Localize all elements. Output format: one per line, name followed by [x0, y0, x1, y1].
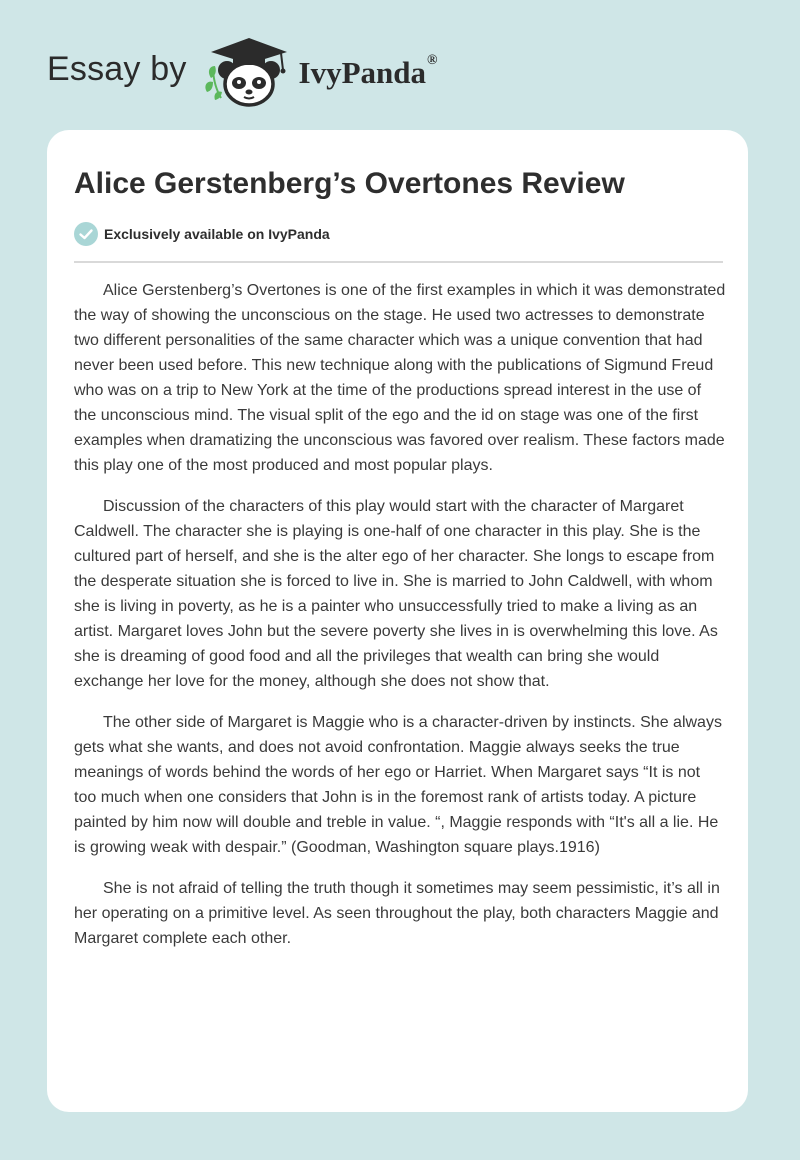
paragraph: Alice Gerstenberg’s Overtones is one of the first examples in which it was demonstrated the way of showing the unconscious on the stage. He used two actresses to demonstrate two different personalities of the same character which was a unique convention that had never been used before. This new technique along with the publications of Sigmund Freud who was on a trip to New York at the time of the productions spread interest in the use of the unconscious mind. The visual split of the ego and the id on stage was one of the first examples when dramatizing the unconscious was favored over realism. These factors made this play one of the most produced and most popular plays.: [74, 282, 726, 474]
brand-name-text: IvyPanda: [298, 55, 427, 90]
brand-tagline: Essay by: [47, 49, 187, 88]
site-header: [47, 36, 438, 108]
check-circle-icon: [74, 222, 98, 246]
panda-graduate-logo-icon[interactable]: [201, 36, 297, 108]
article-card: [47, 130, 748, 1112]
exclusive-badge-text: Exclusively available on IvyPanda: [104, 226, 330, 242]
paragraph: The other side of Margaret is Maggie who is a character-driven by instincts. She always gets what she wants, and does not avoid confrontation. Maggie always seeks the true meanings of words behind the words of her ego or Harriet. When Margaret says “It is not too much when one considers that John is in the foremost rank of artists today. A picture painted by him now will double and treble in value. “, Maggie responds with “It's all a lie. He is growing weak with despair.” (Goodman, Washington square plays.1916): [74, 714, 722, 856]
divider: [74, 261, 723, 263]
exclusive-badge: [74, 222, 330, 246]
page-title: Alice Gerstenberg’s Overtones Review: [74, 167, 625, 200]
paragraph: She is not afraid of telling the truth though it sometimes may seem pessimistic, it’s all in her operating on a primitive level. As seen throughout the play, both characters Maggie and Margaret complete each other.: [74, 880, 720, 947]
registered-mark: ®: [427, 53, 438, 68]
article-body: [74, 278, 726, 967]
paragraph: Discussion of the characters of this play would start with the character of Margaret Caldwell. The character she is playing is one-half of one character in this play. She is the cultured part of herself, and she is the alter ego of her character. She longs to escape from the desperate situation she is forced to live in. She is married to John Caldwell, with whom she is living in poverty, as he is a painter who unsuccessfully tried to make a living as an artist. Margaret loves John but the severe poverty she lives in is overwhelming this love. As she is dreaming of good food and all the privileges that wealth can bring she would exchange her love for the money, although she does not show that.: [74, 498, 718, 690]
brand-name[interactable]: [299, 55, 438, 91]
